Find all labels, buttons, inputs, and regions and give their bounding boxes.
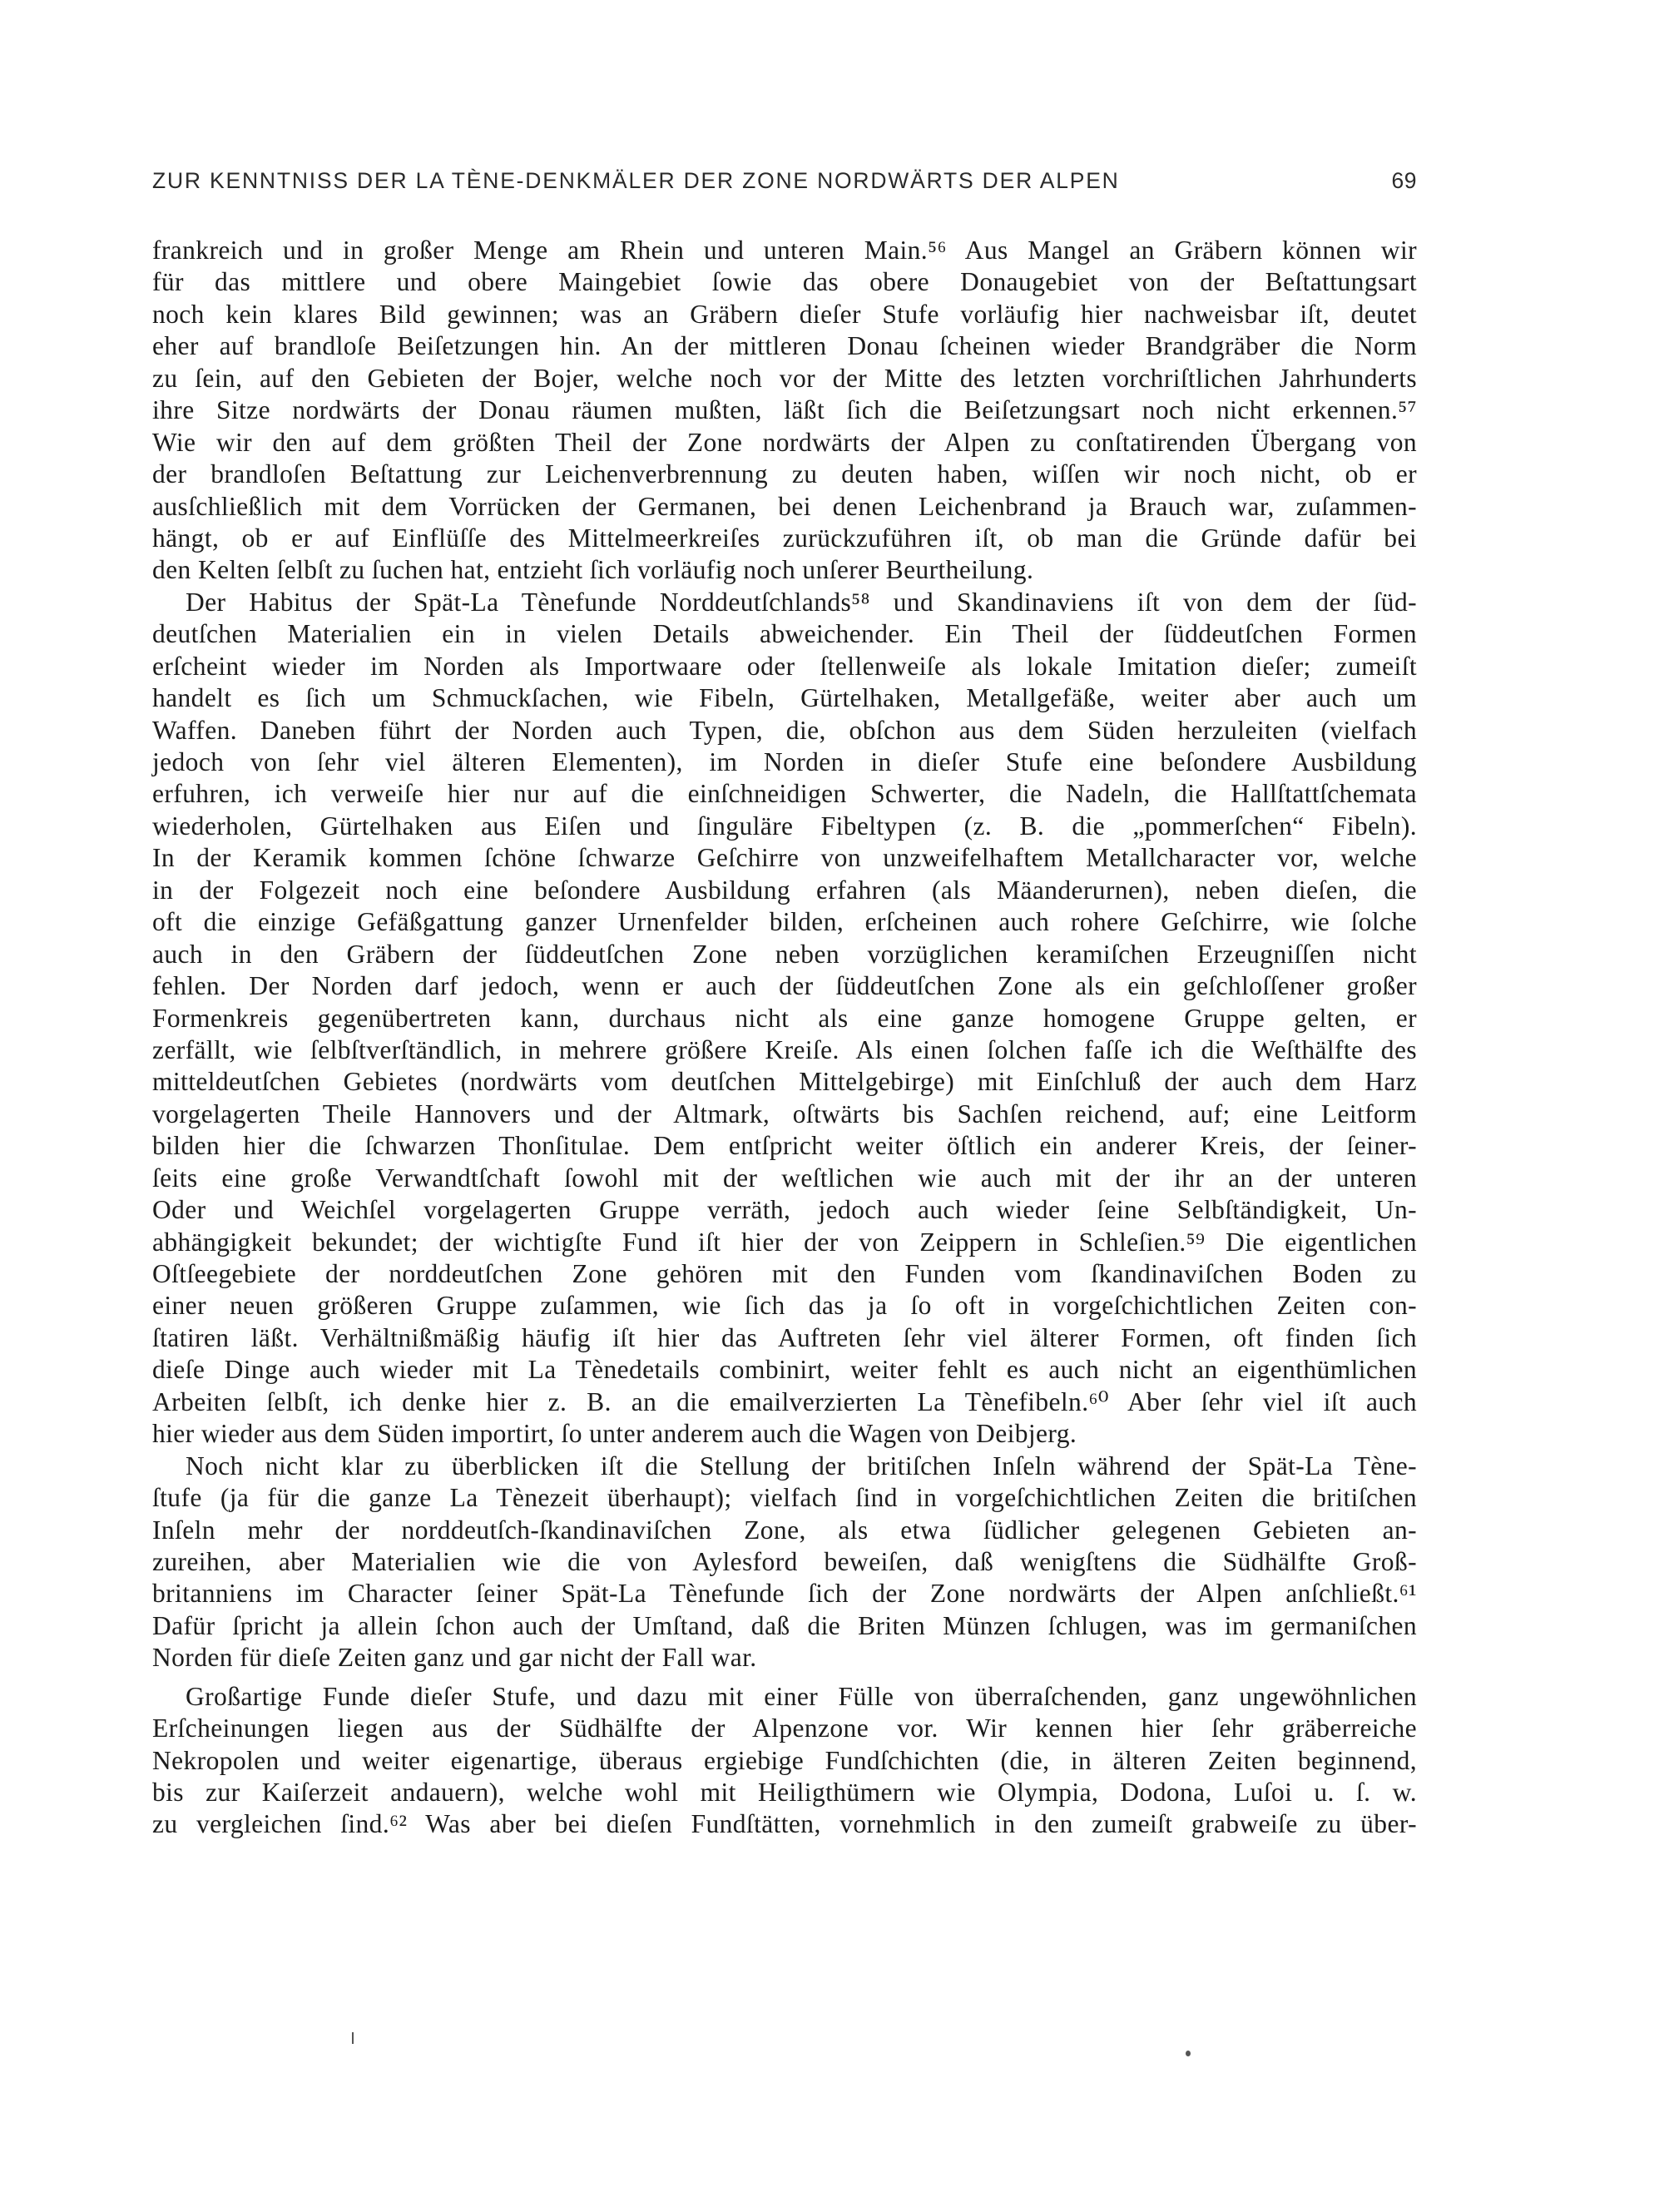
text-line: ſtatiren läßt. Verhältnißmäßig häufig iſt hier das Auftreten ſehr viel älterer Formen, oft finden ſich — [152, 1322, 1417, 1352]
text-line: noch kein klares Bild gewinnen; was an Gräbern dieſer Stufe vorläufig hier nachweisbar iſt, deutet — [152, 299, 1417, 329]
text-line: zerfällt, wie ſelbſtverſtändlich, in mehrere größere Kreiſe. Als einen ſolchen faſſe ich die Weſthälfte des — [152, 1034, 1417, 1064]
text-line: ihre Sitze nordwärts der Donau räumen mußten, läßt ſich die Beiſetzungsart noch nicht erkennen.⁵⁷ — [152, 395, 1417, 425]
text-line: Nekropolen und weiter eigenartige, überaus ergiebige Fundſchichten (die, in älteren Zeiten beginnend, — [152, 1745, 1417, 1775]
scan-speck — [352, 2032, 354, 2044]
text-line: frankreich und in großer Menge am Rhein und unteren Main.⁵⁶ Aus Mangel an Gräbern können wir — [152, 236, 1417, 265]
main-text — [152, 235, 1417, 1841]
text-line: ſeits eine große Verwandtſchaft ſowohl mit der weſtlichen wie auch mit der ihr an der unteren — [152, 1163, 1417, 1193]
text-line: handelt es ſich um Schmuckſachen, wie Fibeln, Gürtelhaken, Metallgefäße, weiter aber auch um — [152, 683, 1417, 713]
text-line: dieſe Dinge auch wieder mit La Tènedetails combinirt, weiter fehlt es auch nicht an eigenthümlichen — [152, 1355, 1417, 1385]
text-line: Norden für dieſe Zeiten ganz und gar nicht der Fall war. — [152, 1643, 757, 1673]
text-line: fehlen. Der Norden darf jedoch, wenn er auch der ſüddeutſchen Zone als ein geſchloſſener großer — [152, 971, 1417, 1001]
text-line: bis zur Kaiſerzeit andauern), welche wohl mit Heiligthümern wie Olympia, Dodona, Luſoi u. ſ. w. — [152, 1778, 1417, 1807]
text-line: jedoch von ſehr viel älteren Elementen), im Norden in dieſer Stufe eine beſondere Ausbildung — [152, 747, 1417, 776]
text-line: für das mittlere und obere Maingebiet ſowie das obere Donaugebiet von der Beſtattungsart — [152, 267, 1417, 297]
text-line: bilden hier die ſchwarzen Thonſitulae. Dem entſpricht weiter öſtlich ein anderer Kreis, der ſeiner- — [152, 1131, 1417, 1161]
text-line: den Kelten ſelbſt zu ſuchen hat, entzieht ſich vorläufig noch unſerer Beurtheilung. — [152, 555, 1034, 585]
text-line: in der Folgezeit noch eine beſondere Ausbildung erfahren (als Mäanderurnen), neben dieſen, die — [152, 875, 1417, 905]
text-line: mitteldeutſchen Gebietes (nordwärts vom deutſchen Mittelgebirge) mit Einſchluß der auch dem Harz — [152, 1067, 1417, 1097]
text-line: abhängigkeit bekundet; der wichtigſte Fund iſt hier der von Zeippern in Schleſien.⁵⁹ Die eigentlichen — [152, 1227, 1417, 1257]
text-line: hier wieder aus dem Süden importirt, ſo unter anderem auch die Wagen von Deibjerg. — [152, 1419, 1077, 1449]
text-line: Arbeiten ſelbſt, ich denke hier z. B. an die emailverzierten La Tènefibeln.⁶⁰ Aber ſehr viel iſt auch — [152, 1386, 1417, 1416]
text-line: Oſtſeegebiete der norddeutſchen Zone gehören mit den Funden vom ſkandinaviſchen Boden zu — [152, 1259, 1417, 1288]
text-line: oft die einzige Gefäßgattung ganzer Urnenfelder bilden, erſcheinen auch rohere Geſchirre, wie ſolche — [152, 907, 1417, 937]
text-line: hängt, ob er auf Einflüſſe des Mittelmeerkreiſes zurückzuführen iſt, ob man die Gründe dafür bei — [152, 523, 1417, 553]
text-line: Noch nicht klar zu überblicken iſt die Stellung der britiſchen Inſeln während der Spät-La Tène- — [186, 1451, 1417, 1480]
text-line: Oder und Weichſel vorgelagerten Gruppe verräth, jedoch auch wieder ſeine Selbſtändigkeit, Un- — [152, 1195, 1417, 1225]
text-line: erſcheint wieder im Norden als Importwaare oder ſtellenweiſe als lokale Imitation dieſer; zumeiſt — [152, 651, 1417, 681]
text-line: In der Keramik kommen ſchöne ſchwarze Geſchirre von unzweifelhaftem Metallcharacter vor, welche — [152, 843, 1417, 873]
running-title: ZUR KENNTNISS DER LA TÈNE-DENKMÄLER DER ZONE NORDWÄRTS DER ALPEN — [152, 168, 1120, 193]
text-line: vorgelagerten Theile Hannovers und der Altmark, oſtwärts bis Sachſen reichend, auf; eine Leitform — [152, 1099, 1417, 1128]
text-line: Erſcheinungen liegen aus der Südhälfte der Alpenzone vor. Wir kennen hier ſehr gräberreiche — [152, 1714, 1417, 1743]
text-line: auch in den Gräbern der ſüddeutſchen Zone neben vorzüglichen keramiſchen Erzeugniſſen nicht — [152, 939, 1417, 969]
text-line: Der Habitus der Spät-La Tènefunde Norddeutſchlands⁵⁸ und Skandinaviens iſt von dem der ſüd- — [186, 587, 1417, 617]
scan-speck — [1186, 2051, 1191, 2056]
text-line: Formenkreis gegenübertreten kann, durchaus nicht als eine ganze homogene Gruppe gelten, er — [152, 1003, 1417, 1033]
text-line: ſtufe (ja für die ganze La Tènezeit überhaupt); vielfach ſind in vorgeſchichtlichen Zeiten die britiſchen — [152, 1483, 1417, 1513]
text-line: zu ſein, auf den Gebieten der Bojer, welche noch vor der Mitte des letzten vorchriſtlichen Jahrhunderts — [152, 363, 1417, 393]
text-line: zu vergleichen ſind.⁶² Was aber bei dieſen Fundſtätten, vornehmlich in den zumeiſt grabweiſe zu über- — [152, 1809, 1417, 1839]
page-number: 69 — [1391, 168, 1417, 193]
text-line: eher auf brandloſe Beiſetzungen hin. An der mittleren Donau ſcheinen wieder Brandgräber die Norm — [152, 331, 1417, 361]
text-line: Großartige Funde dieſer Stufe, und dazu mit einer Fülle von überraſchenden, ganz ungewöhnlichen — [186, 1681, 1417, 1711]
text-line: wiederholen, Gürtelhaken aus Eiſen und ſinguläre Fibeltypen (z. B. die „pommerſchen“ Fibeln). — [152, 811, 1417, 841]
running-header — [152, 164, 1417, 197]
text-line: britanniens im Character ſeiner Spät-La Tènefunde ſich der Zone nordwärts der Alpen anſchließt.⁶¹ — [152, 1579, 1417, 1609]
text-line: zureihen, aber Materialien wie die von Aylesford beweiſen, daß wenigſtens die Südhälfte Groß- — [152, 1546, 1417, 1576]
text-line: Waffen. Daneben führt der Norden auch Typen, die, obſchon aus dem Süden herzuleiten (vielfach — [152, 715, 1417, 745]
text-line: erfuhren, ich verweiſe hier nur auf die einſchneidigen Schwerter, die Nadeln, die Hallſtattſchemata — [152, 779, 1417, 809]
text-line: deutſchen Materialien ein in vielen Details abweichender. Ein Theil der ſüddeutſchen Formen — [152, 619, 1417, 649]
text-line: einer neuen größeren Gruppe zuſammen, wie ſich das ja ſo oft in vorgeſchichtlichen Zeiten con- — [152, 1291, 1417, 1321]
text-line: ausſchließlich mit dem Vorrücken der Germanen, bei denen Leichenbrand ja Brauch war, zuſammen- — [152, 491, 1417, 521]
text-line: Inſeln mehr der norddeutſch-ſkandinaviſchen Zone, als etwa ſüdlicher gelegenen Gebieten an- — [152, 1515, 1417, 1545]
text-line: Dafür ſpricht ja allein ſchon auch der Umſtand, daß die Briten Münzen ſchlugen, was im germaniſchen — [152, 1610, 1417, 1640]
text-line: Wie wir den auf dem größten Theil der Zone nordwärts der Alpen zu conſtatirenden Übergang von — [152, 427, 1417, 457]
text-line: der brandloſen Beſtattung zur Leichenverbrennung zu deuten haben, wiſſen wir noch nicht, ob er — [152, 459, 1417, 489]
